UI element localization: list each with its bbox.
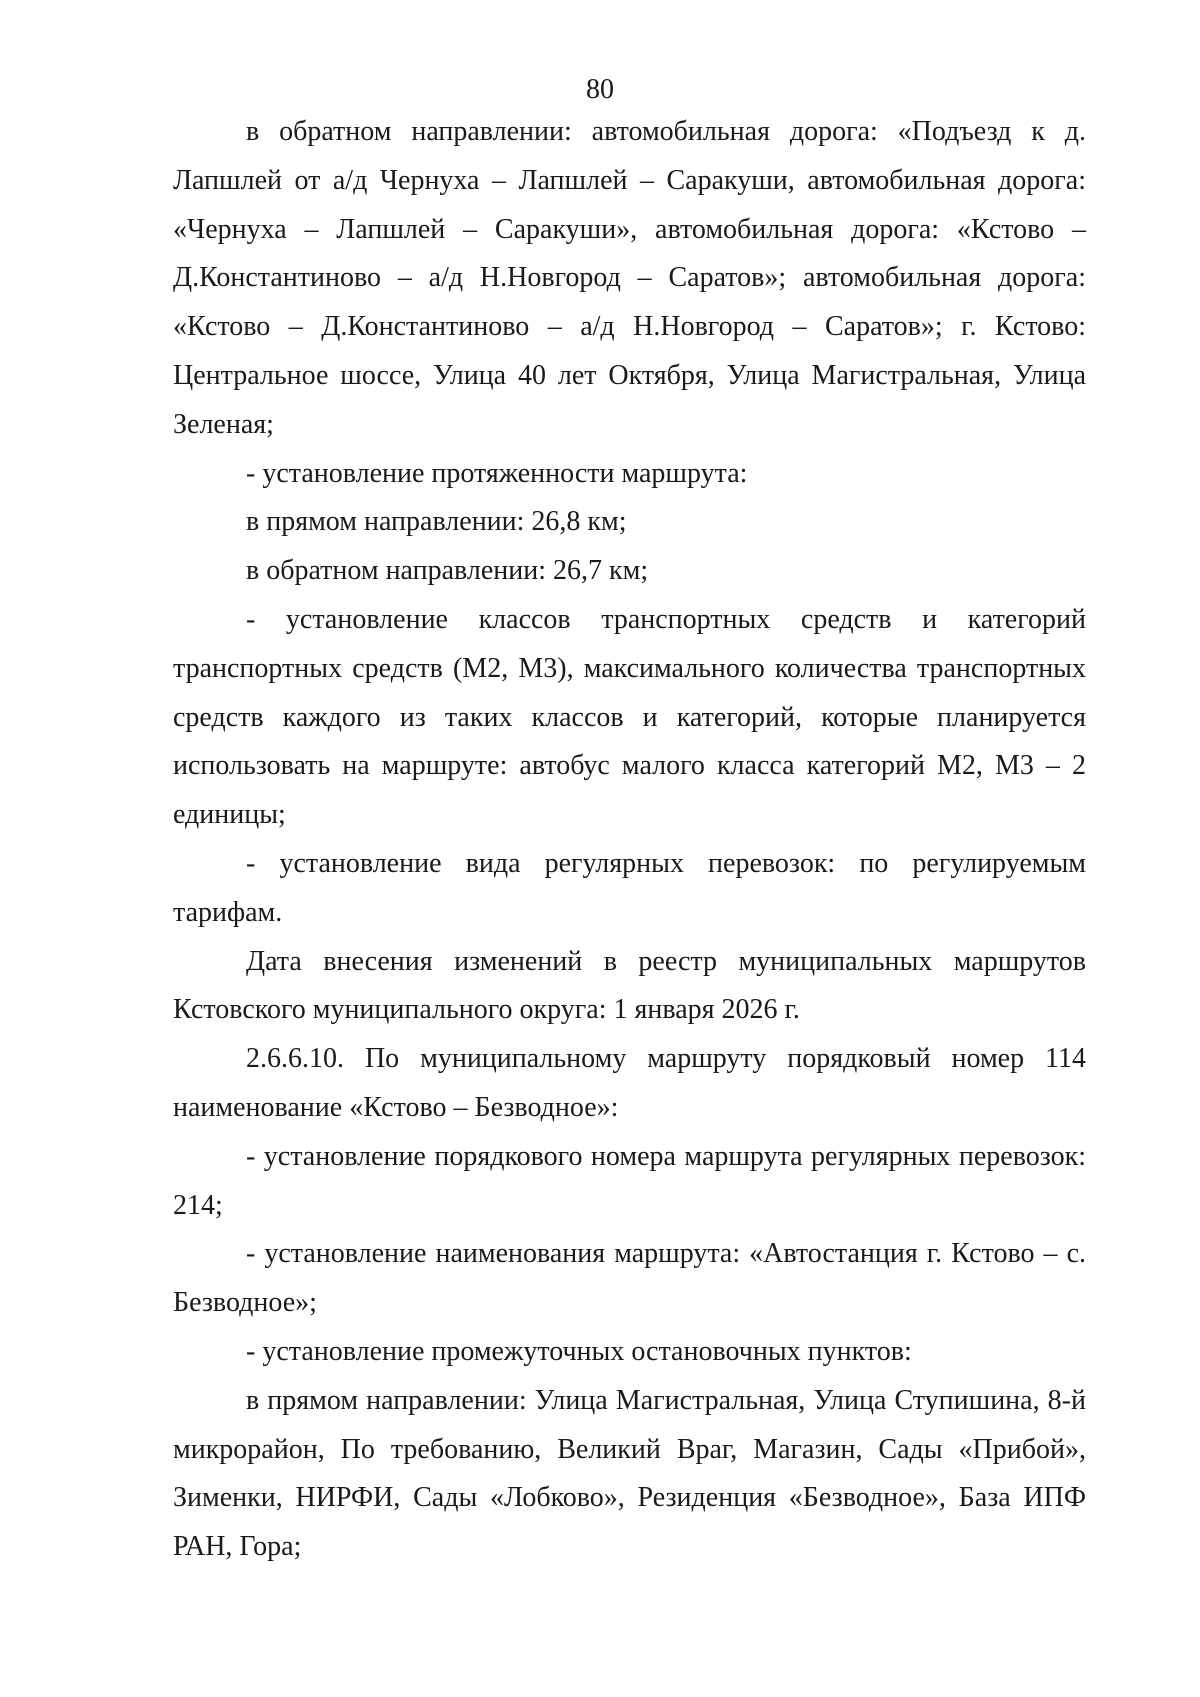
paragraph-registry-change-date: Дата внесения изменений в реестр муниципальных маршрутов Кстовского муниципального округа: 1 января 2026 г. (173, 945, 1086, 1026)
paragraph-route-name: - установление наименования маршрута: «Автостанция г. Кстово – с. Безводное»; (173, 1238, 1086, 1319)
paragraph-route-number: - установление порядкового номера маршрута регулярных перевозок: 214; (173, 1140, 1086, 1221)
paragraph-reverse-length: в обратном направлении: 26,7 км; (246, 555, 649, 587)
paragraph-forward-length: в прямом направлении: 26,8 км; (246, 506, 627, 538)
paragraph-vehicle-classes: - установление классов транспортных средств и категорий транспортных средств (М2, М3), максимального количества транспортных средств каждого из таких классов и категорий, которые планируется использовать на маршруте: автобус малого класса категорий М2, М3 – 2 единицы; (173, 603, 1086, 831)
paragraph-section-2-6-6-10: 2.6.6.10. По муниципальному маршруту порядковый номер 114 наименование «Кстово – Безводное»: (173, 1043, 1086, 1123)
page-number: 80 (586, 74, 614, 105)
paragraph-transport-type: - установление вида регулярных перевозок: по регулируемым тарифам. (173, 847, 1086, 928)
paragraph-intermediate-stops-heading: - установление промежуточных остановочных пунктов: (246, 1335, 912, 1367)
paragraph-reverse-direction-route: в обратном направлении: автомобильная дорога: «Подъезд к д. Лапшлей от а/д Чернуха – Лапшлей – Саракуши, автомобильная дорога: «Чернуха – Лапшлей – Саракуши», автомобильная дорога: «Кстово – Д.Константиново – а/д Н.Новгород – Саратов»; автомобильная дорога: «Кстово – Д.Константиново – а/д Н.Новгород – Саратов»; г. Кстово: Центральное шоссе, Улица 40 лет Октября, Улица Магистральная, Улица Зеленая; (173, 116, 1086, 440)
paragraph-forward-stops: в прямом направлении: Улица Магистральная, Улица Ступишина, 8-й микрорайон, По требованию, Великий Враг, Магазин, Сады «Прибой», Зименки, НИРФИ, Сады «Лобково», Резиденция «Безводное», База ИПФ РАН, Гора; (173, 1384, 1086, 1563)
document-body (173, 108, 1086, 1572)
paragraph-route-length-heading: - установление протяженности маршрута: (246, 457, 748, 489)
